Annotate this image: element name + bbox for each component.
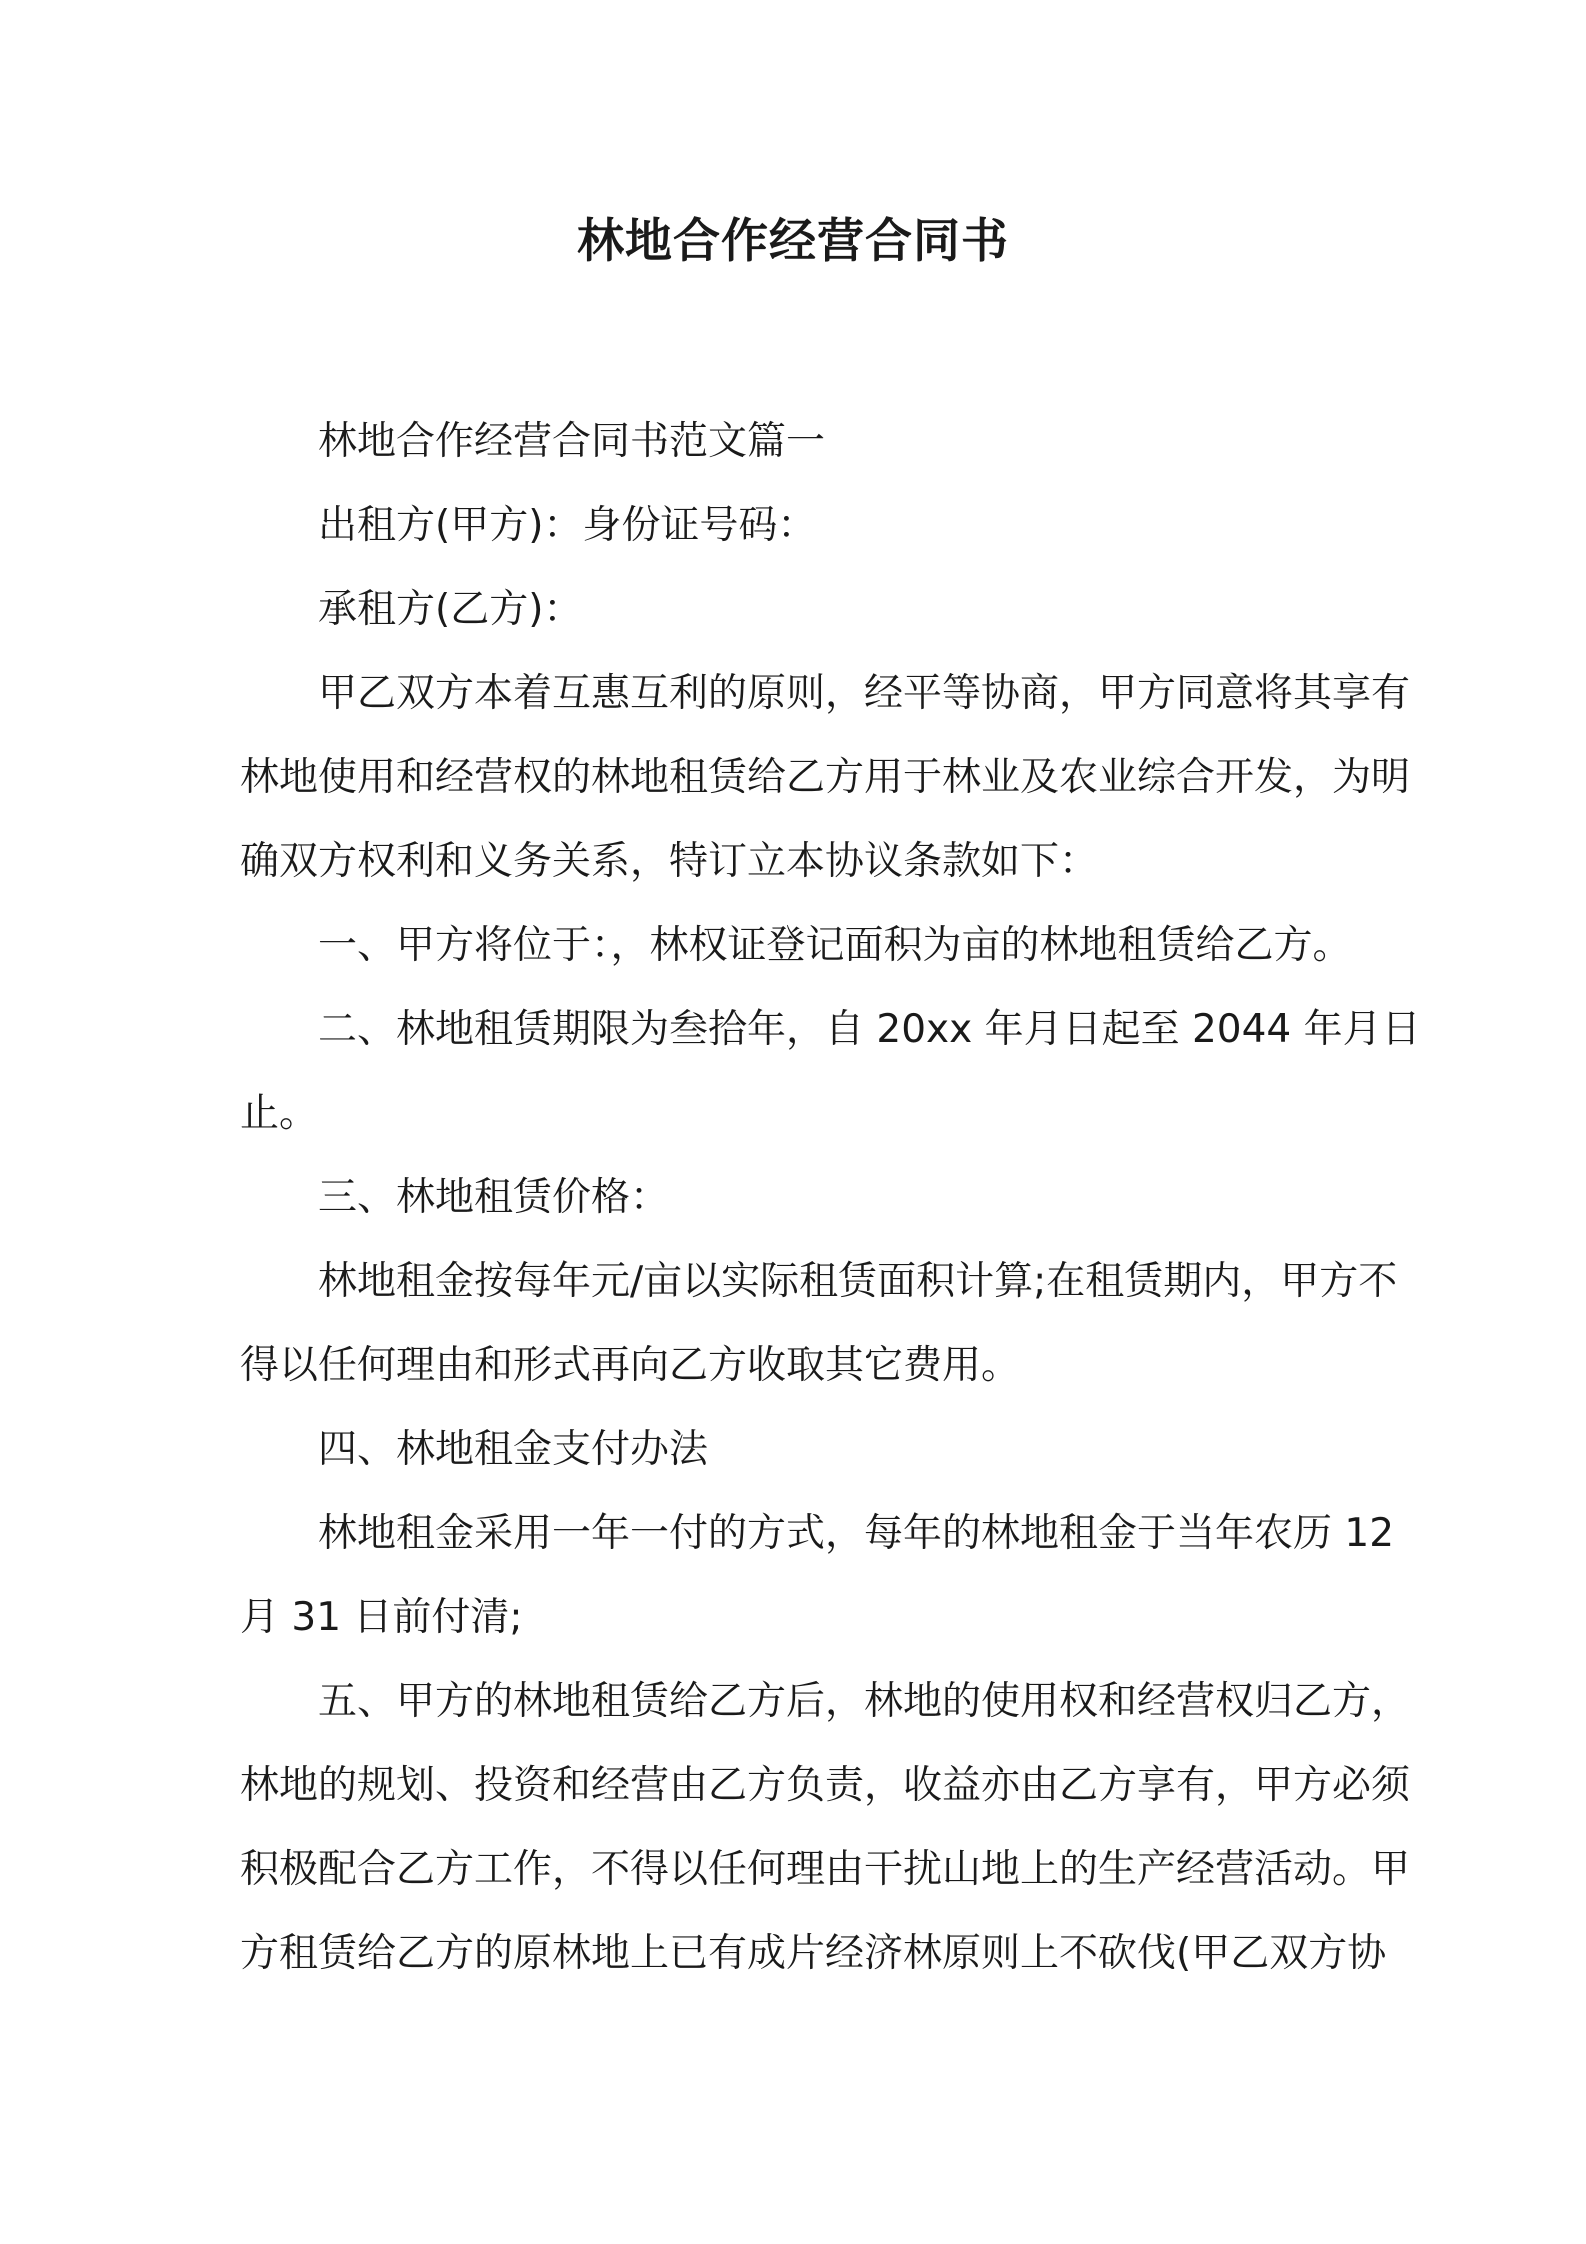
text-line: 林地租金按每年元/亩以实际租赁面积计算;在租赁期内，甲方不: [318, 1259, 1398, 1304]
text-line: 林地的规划、投资和经营由乙方负责，收益亦由乙方享有，甲方必须: [240, 1763, 1411, 1808]
document-title: 林地合作经营合同书: [577, 214, 1009, 269]
paragraph: [240, 400, 1348, 484]
paragraph: [240, 904, 1352, 988]
text-line: 方租赁给乙方的原林地上已有成片经济林原则上不砍伐(甲乙双方协: [240, 1931, 1387, 1976]
paragraph: [240, 484, 1348, 568]
text-line: 二、林地租赁期限为叁拾年，自 20xx 年月日起至 2044 年月日: [318, 1007, 1421, 1052]
text-line: 一、甲方将位于：，林权证登记面积为亩的林地租赁给乙方。: [318, 923, 1352, 968]
document-body: [240, 400, 1421, 1996]
text-line: 承租方(乙方)：: [318, 587, 583, 632]
text-line: 出租方(甲方)：身份证号码：: [318, 503, 817, 548]
text-line: 四、林地租金支付办法: [318, 1427, 709, 1472]
text-line: 林地租金采用一年一付的方式，每年的林地租金于当年农历 12: [318, 1511, 1395, 1556]
paragraph: [240, 1240, 1398, 1408]
text-line: 甲乙双方本着互惠互利的原则，经平等协商，甲方同意将其享有: [318, 671, 1411, 716]
paragraph: [240, 1492, 1395, 1660]
text-line: 林地使用和经营权的林地租赁给乙方用于林业及农业综合开发，为明: [240, 755, 1411, 800]
paragraph: [240, 1156, 1348, 1240]
text-line: 月 31 日前付清;: [240, 1595, 523, 1640]
text-line: 三、林地租赁价格：: [318, 1175, 670, 1220]
paragraph: [240, 1660, 1411, 1996]
text-line: 确双方权利和义务关系，特订立本协议条款如下：: [240, 839, 1099, 884]
paragraph: [240, 568, 1348, 652]
text-line: 五、甲方的林地租赁给乙方后，林地的使用权和经营权归乙方，: [318, 1679, 1411, 1724]
text-line: 林地合作经营合同书范文篇一: [318, 419, 826, 464]
paragraph: [240, 652, 1411, 904]
text-line: 积极配合乙方工作，不得以任何理由干扰山地上的生产经营活动。甲: [240, 1847, 1411, 1892]
paragraph: [240, 988, 1421, 1156]
text-line: 止。: [240, 1091, 319, 1136]
text-line: 得以任何理由和形式再向乙方收取其它费用。: [240, 1343, 1021, 1388]
paragraph: [240, 1408, 1348, 1492]
